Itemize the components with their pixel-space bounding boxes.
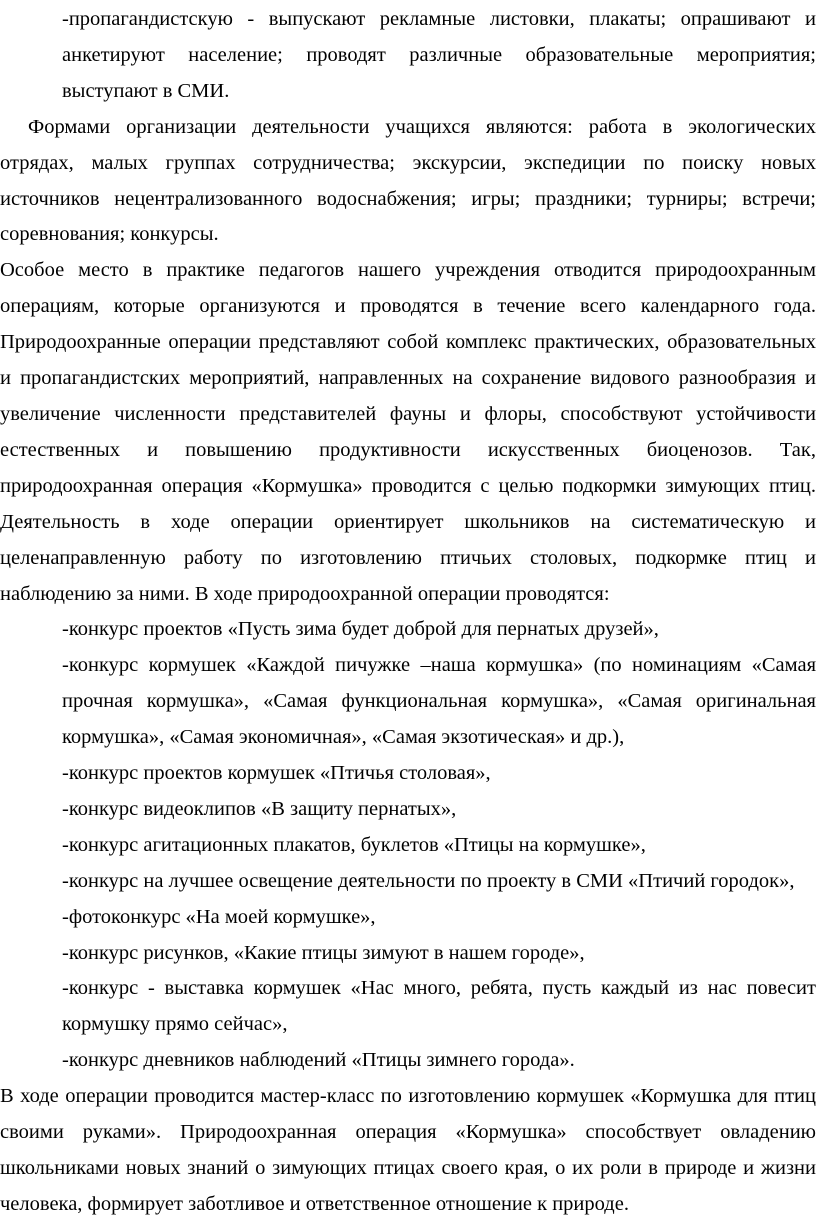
contest-item: -конкурс проектов «Пусть зима будет доброй для пернатых друзей»,	[62, 618, 659, 641]
contest-item: -конкурс проектов кормушек «Птичья столовая»,	[62, 762, 491, 785]
contest-item: -конкурс кормушек «Каждой пичужке –наша кормушка» (по номинациям «Самая прочная кормушка», «Самая функциональная кормушка», «Самая оригинальная кормушка», «Самая экономичная», «Самая экзотическая» и др.),	[62, 654, 816, 749]
forms-paragraph: Формами организации деятельности учащихся являются: работа в экологических отрядах, малых группах сотрудничества; экскурсии, экспедиции по поиску новых источников нецентрализованного водоснабжения; игры; праздники; турниры; встречи; соревнования; конкурсы.	[0, 115, 816, 246]
contest-item: -конкурс рисунков, «Какие птицы зимуют в нашем городе»,	[62, 941, 585, 964]
contest-list	[0, 612, 816, 1079]
masterclass-paragraph: В ходе операции проводится мастер-класс по изготовлению кормушек «Кормушка для птиц своими руками». Природоохранная операция «Кормушка» способствует овладению школьниками новых знаний о зимующих птицах своего края, о их роли в природе и жизни человека, формирует заботливое и ответственное отношение к природе.	[0, 1085, 816, 1215]
contest-item: -фотоконкурс «На моей кормушке»,	[62, 905, 376, 928]
contest-item: -конкурс - выставка кормушек «Нас много, ребята, пусть каждый из нас повесит кормушку прямо сейчас»,	[62, 977, 816, 1036]
contest-item: -конкурс дневников наблюдений «Птицы зимнего города».	[62, 1049, 575, 1072]
contest-item: -конкурс агитационных плакатов, буклетов «Птицы на кормушке»,	[62, 833, 646, 856]
contest-item: -конкурс на лучшее освещение деятельности по проекту в СМИ «Птичий городок»,	[62, 869, 795, 892]
intro-list-item: -пропагандистскую - выпускают рекламные листовки, плакаты; опрашивают и анкетируют население; проводят различные образовательные мероприятия; выступают в СМИ.	[62, 8, 816, 102]
operations-paragraph: Особое место в практике педагогов нашего учреждения отводится природоохранным операциям, которые организуются и проводятся в течение всего календарного года. Природоохранные операции представляют собой комплекс практических, образовательных и пропагандистских мероприятий, направленных на сохранение видового разнообразия и увеличение численности представителей фауны и флоры, способствуют устойчивости естественных и повышению продуктивности искусственных биоценозов. Так, природоохранная операция «Кормушка» проводится с целью подкормки зимующих птиц. Деятельность в ходе операции ориентирует школьников на систематическую и целенаправленную работу по изготовлению птичьих столовых, подкормке птиц и наблюдению за ними. В ходе природоохранной операции проводятся:	[0, 259, 816, 605]
contest-item: -конкурс видеоклипов «В защиту пернатых»,	[62, 797, 457, 820]
